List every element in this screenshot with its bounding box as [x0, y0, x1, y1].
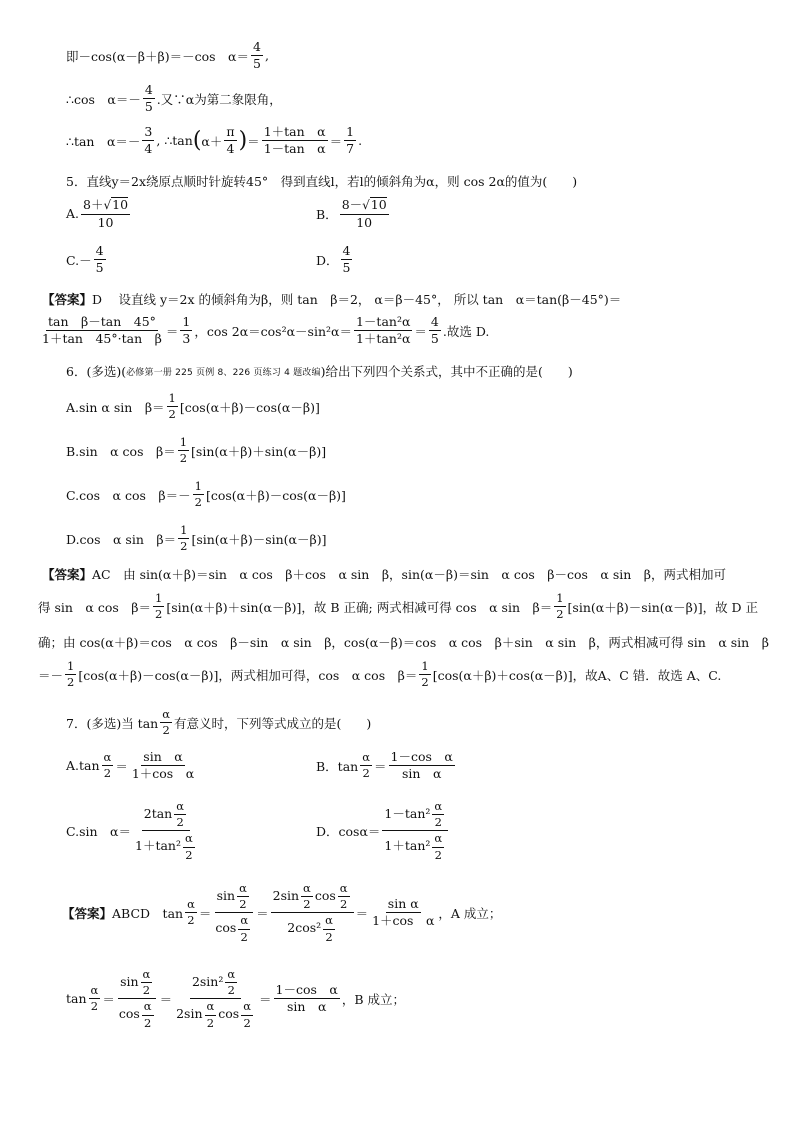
- denominator: 1＋tan 45°·tan β: [42, 331, 162, 347]
- numerator: [190, 968, 241, 999]
- denominator: 2: [194, 495, 202, 510]
- option-label: C.－: [66, 252, 92, 268]
- question-5-option-a: [66, 197, 132, 230]
- numerator: α: [174, 800, 186, 815]
- numerator: [215, 882, 253, 913]
- numerator: α: [89, 984, 101, 999]
- text: α＋: [201, 133, 223, 149]
- fraction: [180, 315, 192, 347]
- numerator: 4: [143, 83, 155, 99]
- numerator: 1: [180, 315, 192, 331]
- numerator: [118, 968, 156, 999]
- answer-tag: 【答案】: [62, 905, 113, 921]
- fraction: [40, 315, 164, 347]
- numerator: α: [238, 914, 250, 929]
- right-paren: ): [238, 127, 248, 153]
- option-label: D．: [316, 252, 339, 268]
- fraction: [117, 968, 158, 1030]
- denominator: 2: [434, 847, 442, 862]
- numerator: 1: [193, 480, 204, 495]
- fraction: [143, 83, 155, 115]
- option-label: A.: [66, 206, 80, 222]
- denominator: 2: [90, 999, 99, 1014]
- option-text: B.sin α cos β＝: [66, 443, 176, 459]
- numerator: α: [360, 751, 372, 766]
- text: ＝: [115, 758, 128, 774]
- numerator: 1－cos α: [274, 983, 340, 999]
- text: ＝: [329, 133, 343, 149]
- question-5-option-c: [66, 244, 108, 276]
- source-note: 必修第一册 225 页例 8、226 页练习 4 题改编: [126, 367, 321, 378]
- text: ＝: [247, 133, 260, 149]
- radicand: 10: [370, 197, 387, 212]
- fraction: [160, 708, 172, 737]
- question-text: )给出下列四个关系式，其中不正确的是( ): [320, 364, 573, 379]
- denominator: 2: [176, 815, 184, 830]
- solution-line-3: [66, 125, 362, 157]
- numerator: 1: [178, 524, 189, 539]
- denominator: [382, 831, 448, 861]
- numerator: 1－cos α: [389, 750, 455, 766]
- question-6-answer-line-1: [42, 565, 726, 583]
- numerator: 1: [344, 125, 356, 141]
- text: ＝: [374, 758, 387, 774]
- numerator: α: [338, 882, 350, 897]
- answer-text: 得 sin α cos β＝: [38, 599, 152, 615]
- denominator: 2: [179, 451, 188, 466]
- text: ＝: [102, 991, 115, 1007]
- numerator: α: [160, 708, 172, 723]
- text: sin: [120, 974, 139, 990]
- fraction: [251, 40, 263, 72]
- numerator: 4: [94, 244, 106, 260]
- numerator: [340, 197, 389, 215]
- fraction: [429, 315, 441, 347]
- fraction: [224, 125, 236, 157]
- numerator: α: [323, 914, 335, 929]
- text: ，B 成立；: [341, 991, 406, 1007]
- denominator: [174, 999, 257, 1029]
- denominator: 2: [206, 1015, 215, 1030]
- denominator: 1＋tan²α: [355, 331, 411, 347]
- option-label: D．cosα＝: [316, 823, 381, 839]
- option-text: [sin(α＋β)＋sin(α－β)]: [191, 443, 327, 459]
- radicand: 10: [112, 197, 129, 212]
- question-6-answer-line-4: [38, 660, 721, 689]
- numerator: 4: [429, 315, 441, 331]
- text: ＝: [198, 905, 212, 921]
- numerator: π: [224, 125, 236, 141]
- fraction: [65, 660, 76, 689]
- question-text: 有意义时，下列等式成立的是( ): [174, 715, 372, 731]
- fraction: [323, 914, 335, 943]
- fraction: [370, 897, 436, 929]
- denominator: 4: [144, 141, 153, 157]
- denominator: [117, 999, 158, 1029]
- numerator: sin α: [386, 897, 421, 913]
- text: ，cos 2α＝cos²α－sin²α＝: [194, 323, 352, 339]
- denominator: 2: [340, 897, 348, 912]
- numerator: [271, 882, 354, 913]
- sqrt-icon: √: [362, 198, 370, 212]
- fraction: [354, 315, 412, 347]
- answer-text: [cos(α＋β)＋cos(α－β)]，故A、C 错．故选 A、C.: [432, 667, 722, 683]
- fraction: [133, 800, 199, 862]
- question-5-option-d: [316, 244, 354, 276]
- option-text: [cos(α＋β)－cos(α－β)]: [179, 399, 320, 415]
- numerator: α: [102, 751, 114, 766]
- question-5-answer-line-1: [42, 290, 621, 308]
- text: 2sin²: [191, 974, 224, 990]
- denominator: 5: [252, 56, 261, 72]
- text: 2sin: [272, 888, 300, 904]
- denominator: 2: [180, 539, 188, 554]
- numerator: sin α: [141, 750, 184, 766]
- question-5-stem: [66, 172, 577, 190]
- fraction: [432, 800, 444, 829]
- fraction: [338, 882, 350, 911]
- answer-text: [cos(α＋β)－cos(α－β)]，两式相加可得，cos α cos β＝: [78, 667, 418, 683]
- denominator: 2: [185, 847, 193, 862]
- fraction: [167, 392, 178, 421]
- fraction: [142, 1000, 154, 1029]
- denominator: 5: [342, 260, 351, 276]
- text: 2sin: [176, 1006, 203, 1022]
- answer-text: tan: [66, 991, 87, 1007]
- left-paren: (: [192, 127, 202, 153]
- denominator: 2: [303, 897, 311, 912]
- text: 1＋tan²: [384, 838, 431, 854]
- denominator: 2: [168, 407, 176, 422]
- numerator: 1: [178, 436, 189, 451]
- denominator: 2: [155, 607, 163, 622]
- denominator: 10: [97, 214, 114, 230]
- question-6-option-c: [66, 480, 346, 509]
- numerator: α: [183, 832, 195, 847]
- fraction: [89, 984, 101, 1013]
- text: ，A 成立；: [438, 905, 502, 921]
- question-7-answer-line-2: [66, 968, 405, 1030]
- numerator: α: [241, 1000, 253, 1015]
- fraction: [241, 1000, 253, 1029]
- fraction: [213, 882, 254, 944]
- denominator: 5: [430, 331, 439, 347]
- fraction: [340, 197, 389, 230]
- option-text: [sin(α＋β)－sin(α－β)]: [191, 531, 327, 547]
- text: ＝: [165, 323, 179, 339]
- fraction: [237, 882, 249, 911]
- answer-text: ABCD tan: [112, 905, 184, 921]
- fraction: [174, 968, 257, 1030]
- text: .又∵α为第二象限角，: [156, 91, 282, 107]
- fraction: [238, 914, 250, 943]
- text: ＝: [159, 991, 173, 1007]
- text: 2cos²: [287, 920, 322, 936]
- text: cos: [314, 888, 336, 904]
- answer-text: [sin(α＋β)＋sin(α－β)]，故 B 正确; 两式相减可得 cos α sin β＝: [166, 599, 553, 615]
- denominator: sin α: [287, 999, 327, 1015]
- denominator: 5: [144, 99, 153, 115]
- denominator: 2: [144, 1015, 152, 1030]
- fraction: [341, 244, 353, 276]
- denominator: 2: [162, 723, 170, 738]
- answer-tag: 【答案】: [42, 567, 93, 582]
- text: 1－tan²: [384, 806, 431, 822]
- denominator: 7: [346, 141, 355, 157]
- denominator: 3: [182, 331, 191, 347]
- denominator: 2: [187, 913, 195, 928]
- option-text: C.cos α cos β＝－: [66, 487, 191, 503]
- denominator: 2: [103, 766, 112, 781]
- question-text: 6．(多选)(: [66, 364, 127, 379]
- solution-line-2: [66, 83, 282, 115]
- denominator: 2: [243, 1015, 251, 1030]
- denominator: 2: [362, 766, 370, 781]
- answer-text: D 设直线 y＝2x 的倾斜角为β，则 tan β＝2， α＝β－45°， 所以 tan α＝tan(β－45°)＝: [92, 292, 622, 307]
- question-6-option-d: [66, 524, 326, 553]
- numerator: α: [142, 1000, 154, 1015]
- denominator: 1＋cos α: [131, 766, 195, 782]
- denominator: 4: [226, 141, 235, 157]
- text: cos: [215, 920, 237, 936]
- text: .故选 D.: [442, 323, 490, 339]
- numerator: 1: [419, 660, 430, 675]
- option-label: B．: [316, 206, 338, 222]
- question-7-option-c: [66, 800, 201, 862]
- answer-text: ＝－: [38, 667, 64, 683]
- option-text: [cos(α＋β)－cos(α－β)]: [205, 487, 346, 503]
- numerator: 1: [65, 660, 76, 675]
- numerator: [142, 800, 190, 831]
- option-label: B．tan: [316, 758, 359, 774]
- numerator: α: [205, 1000, 217, 1015]
- answer-text: 确；由 cos(α＋β)＝cos α cos β－sin α sin β，cos(α－β)＝cos α cos β＋sin α sin β，两式相减可得 sin α sin β: [38, 635, 769, 650]
- text: cos: [118, 1006, 140, 1022]
- option-text: A.sin α sin β＝: [66, 399, 165, 415]
- question-5-option-b: [316, 197, 391, 230]
- answer-text: AC 由 sin(α＋β)＝sin α cos β＋cos α sin β，sin(α－β)＝sin α cos β－cos α sin β，两式相加可: [92, 567, 727, 582]
- denominator: 2: [227, 983, 235, 998]
- numerator: 4: [341, 244, 353, 260]
- question-5-answer-line-2: [38, 315, 489, 347]
- numerator: α: [432, 800, 444, 815]
- text: ＝: [259, 991, 272, 1007]
- question-7-stem: [66, 708, 371, 737]
- text: 即－cos(α－β＋β)＝－cos α＝: [66, 48, 249, 64]
- denominator: 2: [556, 607, 564, 622]
- text: 2tan: [143, 806, 173, 822]
- fraction: [141, 968, 153, 997]
- denominator: 1－tan α: [263, 141, 326, 157]
- option-label: A.tan: [66, 758, 100, 774]
- text: 8＋: [83, 197, 104, 212]
- numerator: α: [301, 882, 313, 897]
- question-7-answer-line-1: [62, 882, 501, 944]
- fraction: [225, 968, 237, 997]
- denominator: sin α: [401, 766, 442, 782]
- numerator: α: [225, 968, 237, 983]
- denominator: 2: [434, 815, 442, 830]
- denominator: 5: [95, 260, 104, 276]
- option-label: C.sin α＝: [66, 823, 131, 839]
- numerator: 1: [153, 592, 164, 607]
- fraction: [554, 592, 565, 621]
- answer-text: [sin(α＋β)－sin(α－β)]，故 D 正: [567, 599, 759, 615]
- sqrt-icon: √: [103, 198, 112, 212]
- denominator: [285, 913, 339, 943]
- fraction: [130, 750, 196, 782]
- fraction: [185, 898, 197, 927]
- option-text: D.cos α sin β＝: [66, 531, 177, 547]
- denominator: 2: [239, 897, 247, 912]
- numerator: α: [141, 968, 153, 983]
- fraction: [183, 832, 195, 861]
- text: ＝: [355, 905, 369, 921]
- denominator: 1＋cos α: [372, 913, 435, 929]
- question-6-answer-line-2: [38, 592, 758, 621]
- denominator: 2: [142, 983, 151, 998]
- question-6-option-a: [66, 392, 320, 421]
- denominator: 10: [356, 214, 373, 230]
- denominator: 2: [325, 929, 333, 944]
- fraction: [262, 125, 328, 157]
- numerator: 3: [142, 125, 154, 141]
- question-text: 5．直线y＝2x绕原点顺时针旋转45° 得到直线l，若l的倾斜角为α，则 cos 2α的值为( ): [66, 174, 578, 189]
- numerator: α: [432, 832, 444, 847]
- text: cos: [218, 1006, 240, 1022]
- denominator: [133, 831, 199, 861]
- denominator: 2: [240, 929, 248, 944]
- fraction: [174, 800, 186, 829]
- fraction: [271, 882, 354, 944]
- question-text: 7．(多选)当 tan: [66, 715, 159, 731]
- solution-line-1: [66, 40, 269, 72]
- text: .: [358, 133, 363, 149]
- fraction: [193, 480, 204, 509]
- numerator: 1＋tan α: [262, 125, 328, 141]
- text: 1＋tan²: [135, 838, 181, 854]
- fraction: [153, 592, 164, 621]
- fraction: [94, 244, 106, 276]
- question-7-option-b: [316, 750, 457, 782]
- denominator: 2: [421, 675, 429, 690]
- fraction: [432, 832, 444, 861]
- fraction: [102, 751, 114, 780]
- numerator: [81, 197, 130, 215]
- fraction: [301, 882, 313, 911]
- question-7-option-d: [316, 800, 450, 862]
- text: ∴tan α＝－: [66, 133, 141, 149]
- fraction: [389, 750, 455, 782]
- numerator: α: [237, 882, 249, 897]
- text: sin: [216, 888, 236, 904]
- denominator: 2: [67, 675, 75, 690]
- text: 8－: [341, 197, 363, 212]
- numerator: 1: [554, 592, 565, 607]
- question-6-stem: [66, 362, 573, 380]
- fraction: [382, 800, 448, 862]
- numerator: α: [185, 898, 197, 913]
- numerator: 1: [167, 392, 178, 407]
- fraction: [274, 983, 340, 1015]
- text: ,: [264, 48, 269, 64]
- fraction: [178, 524, 189, 553]
- question-7-option-a: [66, 750, 198, 782]
- numerator: [382, 800, 448, 831]
- fraction: [360, 751, 372, 780]
- text: ＝: [414, 323, 427, 339]
- question-6-option-b: [66, 436, 326, 465]
- answer-tag: 【答案】: [42, 292, 93, 307]
- denominator: [213, 913, 254, 943]
- numerator: 4: [251, 40, 263, 56]
- text: , ∴tan: [156, 133, 193, 149]
- fraction: [344, 125, 356, 157]
- numerator: tan β－tan 45°: [46, 315, 158, 331]
- numerator: 1－tan²α: [354, 315, 412, 331]
- fraction: [178, 436, 189, 465]
- text: ＝: [256, 905, 269, 921]
- question-6-answer-line-3: [38, 633, 769, 651]
- fraction: [419, 660, 430, 689]
- text: ∴cos α＝－: [66, 91, 141, 107]
- fraction: [142, 125, 154, 157]
- fraction: [81, 197, 130, 230]
- fraction: [205, 1000, 217, 1029]
